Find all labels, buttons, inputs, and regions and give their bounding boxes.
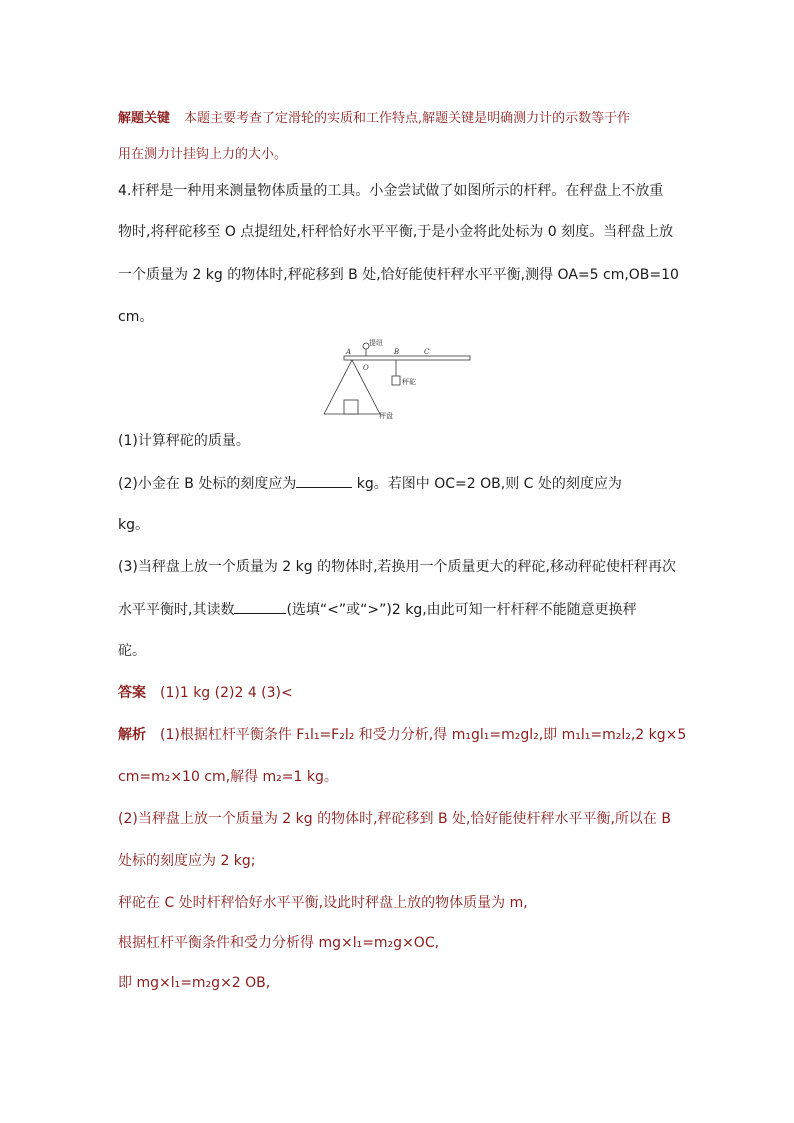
question-1: (1)计算秤砣的质量。 [118, 433, 250, 449]
question-3-part-c: (选填“<”或“>”)2 kg,由此可知一杆杆秤不能随意更换秤 [286, 602, 637, 618]
question-3-line-3: 砣。 [118, 643, 146, 659]
question-stem-line-1: 4.杆秤是一种用来测量物体质量的工具。小金尝试做了如图所示的杆秤。在秤盘上不放重 [118, 183, 664, 199]
label-tini: 提纽 [369, 339, 383, 347]
beam [344, 356, 470, 360]
answer-text: (1)1 kg (2)2 4 (3)< [160, 685, 293, 701]
label-C: C [424, 348, 430, 356]
label-chengpan: 秤盘 [379, 412, 393, 420]
answer-line [118, 683, 293, 703]
label-A: A [346, 348, 352, 356]
analysis-line-7: 即 mg×l₁=m₂g×2 OB, [118, 975, 271, 991]
key-tag: 解题关键 [118, 111, 171, 126]
question-3-line-1: (3)当秤盘上放一个质量为 2 kg 的物体时,若换用一个质量更大的秤砣,移动秤砣使杆秤再次 [118, 559, 676, 575]
question-stem-line-4: cm。 [118, 309, 154, 325]
question-2-part-b: kg。若图中 OC=2 OB,则 C 处的刻度应为 [352, 476, 622, 492]
pan-object [344, 400, 358, 414]
analysis-text-1: (1)根据杠杆平衡条件 F₁l₁=F₂l₂ 和受力分析,得 m₁gl₁=m₂gl₂,即 m₁l₁=m₂l₂,2 kg×5 [160, 727, 687, 743]
steelyard-figure [322, 336, 472, 420]
key-line-2: 用在测力计挂钩上力的大小。 [118, 147, 288, 162]
question-2 [118, 473, 622, 494]
label-chengtuo: 秤砣 [402, 378, 416, 386]
key-text-1: 本题主要考查了定滑轮的实质和工作特点,解题关键是明确测力计的示数等于作 [184, 111, 631, 126]
label-B: B [394, 348, 400, 356]
key-line-1 [118, 109, 630, 129]
counterweight [392, 376, 400, 385]
answer-tag: 答案 [118, 685, 146, 701]
answer-blank-reading[interactable] [234, 599, 286, 614]
analysis-line-6: 根据杠杆平衡条件和受力分析得 mg×l₁=m₂g×OC, [118, 935, 440, 951]
analysis-tag: 解析 [118, 727, 146, 743]
question-stem-line-2: 物时,将秤砣移至 O 点提纽处,杆秤恰好水平平衡,于是小金将此处标为 0 刻度。当秤盘上放 [118, 224, 674, 240]
analysis-line-3: (2)当秤盘上放一个质量为 2 kg 的物体时,秤砣移到 B 处,恰好能使杆秤水平平衡,所以在 B [118, 811, 671, 827]
analysis-line-2: cm=m₂×10 cm,解得 m₂=1 kg。 [118, 769, 338, 785]
question-3-part-b: 水平平衡时,其读数 [118, 602, 235, 618]
question-3-line-2 [118, 599, 637, 620]
answer-blank-b[interactable] [296, 473, 352, 488]
question-2-part-a: (2)小金在 B 处标的刻度应为 [118, 476, 297, 492]
question-2-line-2: kg。 [118, 517, 149, 533]
label-O: O [363, 364, 369, 372]
analysis-line-4: 处标的刻度应为 2 kg; [118, 853, 256, 869]
analysis-line-1 [118, 725, 686, 745]
analysis-line-5: 秤砣在 C 处时杆秤恰好水平平衡,设此时秤盘上放的物体质量为 m, [118, 895, 528, 911]
question-stem-line-3: 一个质量为 2 kg 的物体时,秤砣移到 B 处,恰好能使杆秤水平平衡,测得 OA=5 cm,OB=10 [118, 267, 679, 283]
